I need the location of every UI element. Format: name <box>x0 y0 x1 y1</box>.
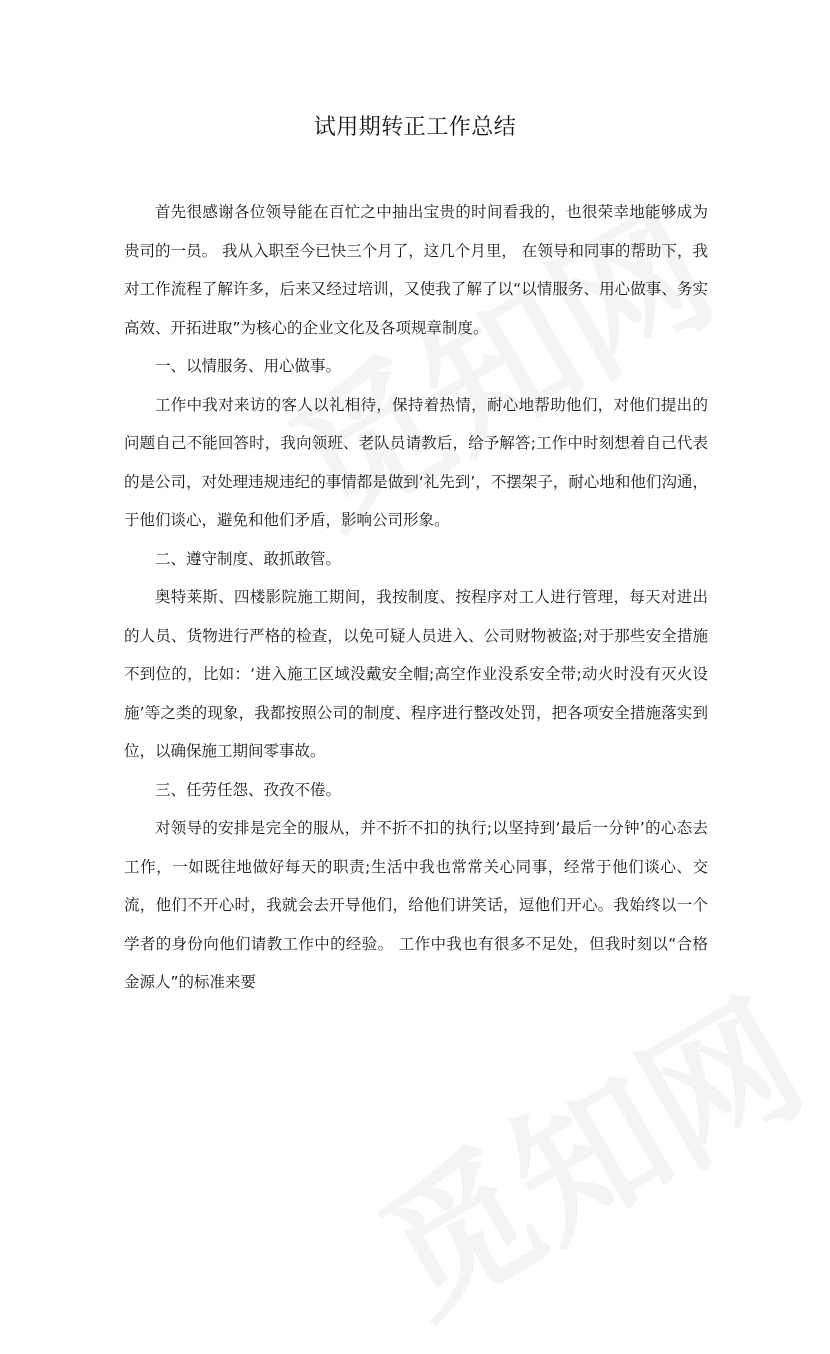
section-heading-1: 一、以情服务、用心做事。 <box>155 357 342 375</box>
section-heading-2: 二、遵守制度、敢抓敢管。 <box>155 549 342 568</box>
paragraph-intro: 首先很感谢各位领导能在百忙之中抽出宝贵的时间看我的，也很荣幸地能够成为贵司的一员。 我从入职至今已快三个月了，这几个月里， 在领导和同事的帮助下，我对工作流程了解许多，后来又经过培训，又使我了解了以“以情服务、用心做事、务实高效、开拓进取”为核心的企业文化及各项规章制度。 <box>124 203 708 337</box>
watermark <box>336 942 830 1354</box>
paragraph-section-1: 工作中我对来访的客人以礼相待，保持着热情，耐心地帮助他们，对他们提出的问题自己不能回答时，我向领班、老队员请教后，给予解答;工作中时刻想着自己代表的是公司，对处理违规违纪的事情都是做到‘礼先到’，不摆架子，耐心地和他们沟通，于他们谈心，避免和他们矛盾，影响公司形象。 <box>124 395 708 529</box>
section-heading-3: 三、任劳任怨、孜孜不倦。 <box>155 780 342 799</box>
paragraph-section-2: 奥特莱斯、四楼影院施工期间，我按制度、按程序对工人进行管理，每天对进出的人员、货物进行严格的检查，以免可疑人员进入、公司财物被盗;对于那些安全措施不到位的，比如：‘进入施工区域没戴安全帽;高空作业没系安全带;动火时没有灭火设施’等之类的现象，我都按照公司的制度、程序进行整改处罚，把各项安全措施落实到位，以确保施工期间零事故。 <box>124 588 708 760</box>
document-body <box>124 193 708 1002</box>
paragraph-section-3: 对领导的安排是完全的服从，并不折不扣的执行;以坚持到‘最后一分钟’的心态去工作，一如既往地做好每天的职责;生活中我也常常关心同事，经常于他们谈心、交流，他们不开心时，我就会去开导他们，给他们讲笑话，逗他们开心。我始终以一个学者的身份向他们请教工作中的经验。 工作中我也有很多不足处，但我时刻以“合格金源人”的标准来要 <box>124 819 708 991</box>
document-title: 试用期转正工作总结 <box>313 115 517 140</box>
